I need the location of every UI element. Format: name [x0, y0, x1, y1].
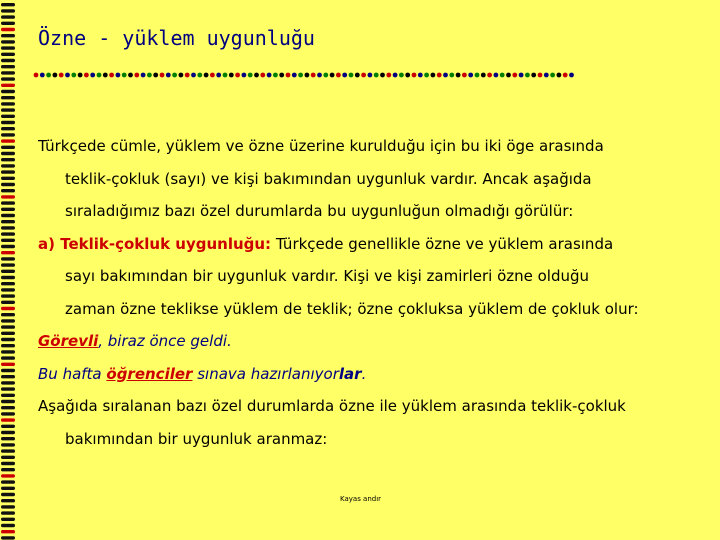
- spiral-ring: [1, 46, 15, 49]
- spiral-ring: [1, 108, 15, 111]
- spiral-ring: [1, 288, 15, 291]
- spiral-ring: [1, 301, 15, 304]
- spiral-ring: [1, 493, 15, 496]
- dotted-divider: [32, 70, 580, 80]
- divider-dot: [40, 73, 45, 78]
- intro-line-3: sıraladığımız bazı özel durumlarda bu uygunluğun olmadığı görülür:: [65, 202, 574, 220]
- divider-dot: [487, 73, 492, 78]
- divider-dot: [563, 73, 568, 78]
- spiral-ring: [1, 164, 15, 167]
- spiral-ring: [1, 34, 15, 37]
- intro-line-2: teklik-çokluk (sayı) ve kişi bakımından uygunluk vardır. Ancak aşağıda: [65, 169, 592, 188]
- divider-dot: [494, 73, 499, 78]
- divider-dot: [147, 73, 152, 78]
- divider-dot: [361, 73, 366, 78]
- spiral-ring: [1, 499, 15, 502]
- spiral-ring: [1, 9, 15, 12]
- spiral-ring: [1, 462, 15, 465]
- divider-dot: [197, 73, 202, 78]
- spiral-ring: [1, 77, 15, 80]
- divider-dot: [160, 73, 165, 78]
- divider-dot: [248, 73, 253, 78]
- closing-line-1: Aşağıda sıralanan bazı özel durumlarda özne ile yüklem arasında teklik-çokluk: [38, 397, 626, 415]
- spiral-ring: [1, 170, 15, 173]
- spiral-ring: [1, 530, 15, 533]
- spiral-ring: [1, 511, 15, 514]
- divider-dot: [374, 73, 379, 78]
- spiral-ring: [1, 449, 15, 452]
- spiral-ring: [1, 487, 15, 490]
- divider-dot: [242, 73, 247, 78]
- divider-dot: [122, 73, 127, 78]
- spiral-ring: [1, 263, 15, 266]
- divider-dot: [544, 73, 549, 78]
- divider-dot: [418, 73, 423, 78]
- divider-dot: [349, 73, 354, 78]
- divider-dot: [223, 73, 228, 78]
- spiral-ring: [1, 536, 15, 539]
- section-a-text-1: Türkçede genellikle özne ve yüklem arasında: [271, 234, 614, 253]
- example-2: [38, 358, 708, 391]
- divider-dot: [153, 73, 158, 78]
- divider-dot: [254, 73, 259, 78]
- divider-dot: [267, 73, 272, 78]
- spiral-ring: [1, 53, 15, 56]
- spiral-ring: [1, 480, 15, 483]
- spiral-ring: [1, 121, 15, 124]
- spiral-ring: [1, 381, 15, 384]
- spiral-ring: [1, 387, 15, 390]
- spiral-ring: [1, 71, 15, 74]
- divider-dot: [399, 73, 404, 78]
- divider-dot: [456, 73, 461, 78]
- spiral-ring: [1, 189, 15, 192]
- divider-dot: [569, 73, 574, 78]
- divider-dot: [368, 73, 373, 78]
- spiral-ring: [1, 437, 15, 440]
- spiral-ring: [1, 245, 15, 248]
- divider-dot: [475, 73, 480, 78]
- divider-dot: [525, 73, 530, 78]
- divider-dot: [78, 73, 83, 78]
- divider-dot: [46, 73, 51, 78]
- divider-dot: [59, 73, 64, 78]
- spiral-ring: [1, 313, 15, 316]
- divider-dot: [531, 73, 536, 78]
- divider-dot: [506, 73, 511, 78]
- divider-dot: [298, 73, 303, 78]
- divider-dot: [481, 73, 486, 78]
- divider-dot: [512, 73, 517, 78]
- spiral-ring: [1, 183, 15, 186]
- spiral-ring: [1, 431, 15, 434]
- spiral-ring: [1, 257, 15, 260]
- section-a-heading: a) Teklik-çokluk uygunluğu:: [38, 234, 272, 253]
- spiral-ring: [1, 505, 15, 508]
- spiral-ring: [1, 350, 15, 353]
- divider-dot: [286, 73, 291, 78]
- divider-dot: [393, 73, 398, 78]
- example-2-subject: öğrenciler: [106, 364, 193, 383]
- divider-dot: [468, 73, 473, 78]
- spiral-ring: [1, 468, 15, 471]
- page-title: Özne - yüklem uygunluğu: [38, 26, 315, 50]
- example-1-rest: , biraz önce geldi.: [98, 332, 232, 350]
- divider-dot: [141, 73, 146, 78]
- divider-dot: [128, 73, 133, 78]
- divider-dot: [292, 73, 297, 78]
- spiral-ring: [1, 282, 15, 285]
- spiral-ring: [1, 214, 15, 217]
- divider-dot: [216, 73, 221, 78]
- divider-dot: [116, 73, 121, 78]
- divider-dot: [386, 73, 391, 78]
- spiral-ring: [1, 146, 15, 149]
- spiral-ring: [1, 158, 15, 161]
- example-2-end: .: [361, 364, 367, 383]
- spiral-ring: [1, 332, 15, 335]
- spiral-ring: [1, 325, 15, 328]
- spiral-ring: [1, 524, 15, 527]
- spiral-ring: [1, 412, 15, 415]
- spiral-ring: [1, 84, 15, 87]
- content-body: [38, 130, 708, 455]
- spiral-ring: [1, 28, 15, 31]
- section-a-line-3: zaman özne teklikse yüklem de teklik; özne çokluksa yüklem de çokluk olur:: [65, 299, 639, 318]
- divider-dot: [330, 73, 335, 78]
- divider-dot: [229, 73, 234, 78]
- spiral-ring: [1, 406, 15, 409]
- divider-dot: [65, 73, 70, 78]
- divider-dot: [462, 73, 467, 78]
- spiral-ring: [1, 356, 15, 359]
- spiral-ring: [1, 3, 15, 6]
- divider-dot: [424, 73, 429, 78]
- spiral-ring: [1, 456, 15, 459]
- divider-dot: [84, 73, 89, 78]
- spiral-ring: [1, 443, 15, 446]
- divider-dot: [336, 73, 341, 78]
- spiral-ring: [1, 127, 15, 130]
- divider-dot: [273, 73, 278, 78]
- spiral-ring: [1, 59, 15, 62]
- spiral-ring: [1, 232, 15, 235]
- example-2-part-1: Bu hafta: [38, 364, 107, 383]
- spiral-ring: [1, 177, 15, 180]
- divider-dot: [185, 73, 190, 78]
- divider-dot: [317, 73, 322, 78]
- example-2-part-2: sınava hazırlanıyor: [192, 364, 339, 383]
- spiral-ring: [1, 319, 15, 322]
- spiral-ring: [1, 518, 15, 521]
- divider-dot: [260, 73, 265, 78]
- spiral-ring: [1, 139, 15, 142]
- spiral-ring: [1, 40, 15, 43]
- spiral-ring: [1, 400, 15, 403]
- divider-dot: [405, 73, 410, 78]
- closing-line-2: bakımından bir uygunluk aranmaz:: [65, 429, 328, 448]
- example-1: [38, 325, 708, 358]
- spiral-ring: [1, 474, 15, 477]
- spiral-ring: [1, 344, 15, 347]
- divider-dot: [355, 73, 360, 78]
- divider-dot: [550, 73, 555, 78]
- divider-dot: [166, 73, 171, 78]
- spiral-ring: [1, 208, 15, 211]
- spiral-ring: [1, 338, 15, 341]
- spiral-ring: [1, 15, 15, 18]
- spiral-ring: [1, 102, 15, 105]
- divider-dot: [305, 73, 310, 78]
- spiral-ring: [1, 195, 15, 198]
- spiral-ring: [1, 394, 15, 397]
- divider-dot: [109, 73, 114, 78]
- divider-dot: [90, 73, 95, 78]
- spiral-ring: [1, 226, 15, 229]
- spiral-ring: [1, 115, 15, 118]
- example-1-subject: Görevli: [38, 332, 99, 350]
- divider-dot: [134, 73, 139, 78]
- spiral-ring: [1, 418, 15, 421]
- divider-dot: [449, 73, 454, 78]
- spiral-ring: [1, 96, 15, 99]
- divider-dot: [311, 73, 316, 78]
- divider-dot: [538, 73, 543, 78]
- footer-author: Kayas andır: [340, 495, 382, 503]
- divider-dot: [519, 73, 524, 78]
- divider-dot: [103, 73, 108, 78]
- divider-dot: [97, 73, 102, 78]
- spiral-ring: [1, 220, 15, 223]
- divider-dot: [431, 73, 436, 78]
- divider-dot: [443, 73, 448, 78]
- divider-dot: [279, 73, 284, 78]
- spiral-ring: [1, 294, 15, 297]
- divider-dot: [71, 73, 76, 78]
- spiral-ring: [1, 90, 15, 93]
- spiral-ring: [1, 363, 15, 366]
- spiral-ring: [1, 22, 15, 25]
- notebook-spiral-binding: [0, 0, 20, 540]
- spiral-ring: [1, 152, 15, 155]
- divider-dot: [34, 73, 39, 78]
- spiral-ring: [1, 65, 15, 68]
- divider-dot: [500, 73, 505, 78]
- divider-dot: [53, 73, 58, 78]
- intro-line-1: Türkçede cümle, yüklem ve özne üzerine kurulduğu için bu iki öge arasında: [38, 137, 604, 155]
- spiral-ring: [1, 270, 15, 273]
- divider-dot: [557, 73, 562, 78]
- spiral-ring: [1, 201, 15, 204]
- divider-dot: [235, 73, 240, 78]
- example-2-suffix: lar: [338, 364, 362, 383]
- divider-dot: [172, 73, 177, 78]
- divider-dot: [204, 73, 209, 78]
- spiral-ring: [1, 276, 15, 279]
- spiral-ring: [1, 369, 15, 372]
- divider-dot: [323, 73, 328, 78]
- divider-dot: [437, 73, 442, 78]
- divider-dot: [380, 73, 385, 78]
- divider-dot: [342, 73, 347, 78]
- divider-dot: [210, 73, 215, 78]
- spiral-ring: [1, 251, 15, 254]
- spiral-ring: [1, 425, 15, 428]
- divider-dot: [191, 73, 196, 78]
- spiral-ring: [1, 133, 15, 136]
- divider-dot: [412, 73, 417, 78]
- spiral-ring: [1, 307, 15, 310]
- spiral-ring: [1, 375, 15, 378]
- section-a-line-1: [38, 228, 708, 261]
- spiral-ring: [1, 239, 15, 242]
- divider-dot: [179, 73, 184, 78]
- section-a-line-2: sayı bakımından bir uygunluk vardır. Kişi ve kişi zamirleri özne olduğu: [65, 267, 590, 285]
